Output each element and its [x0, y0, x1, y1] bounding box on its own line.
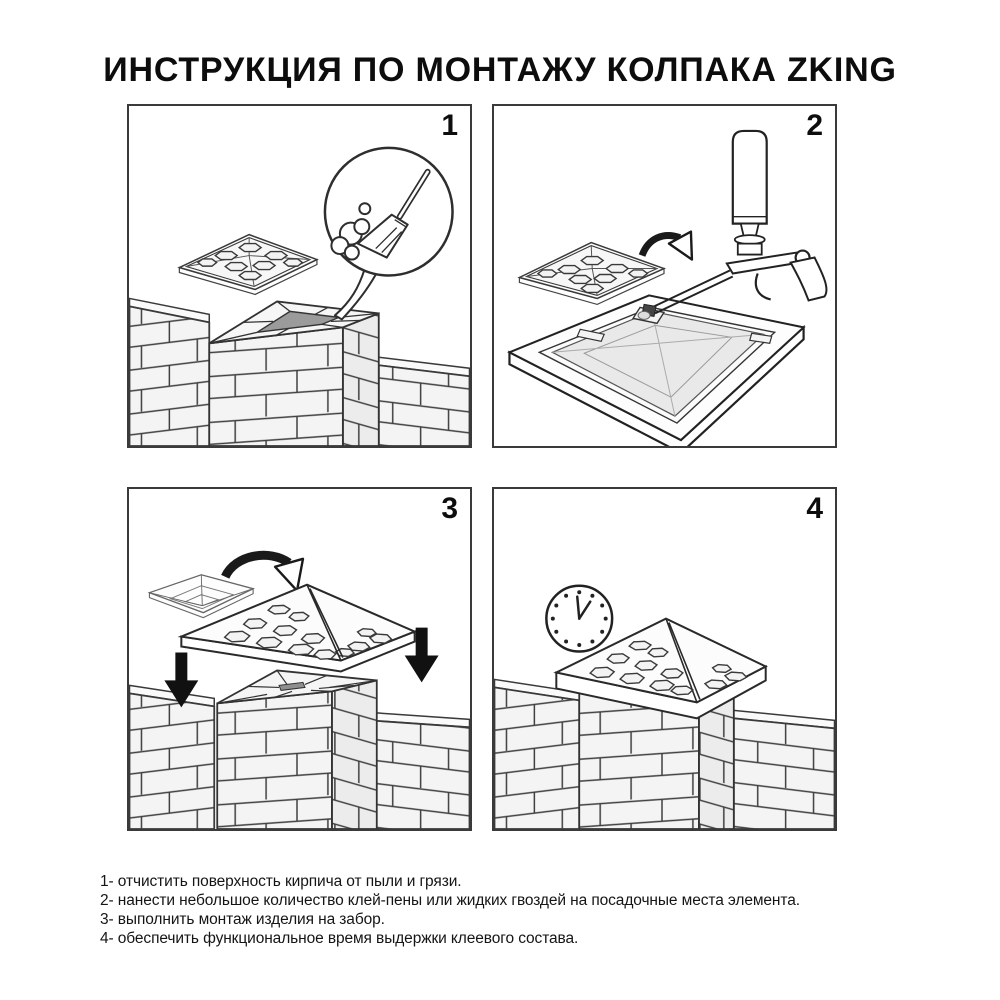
brick-pillar [217, 670, 377, 829]
instruction-list [100, 872, 960, 948]
instruction-line-1: 1- отчистить поверхность кирпича от пыли и грязи. [100, 873, 462, 890]
step3-illustration [129, 489, 470, 829]
gun-body [727, 253, 800, 274]
instruction-line-3: 3- выполнить монтаж изделия на забор. [100, 911, 385, 928]
step2-illustration [494, 106, 835, 446]
brick-wall-left [130, 685, 215, 829]
flip-arrow-icon [642, 232, 692, 260]
brick-wall-left [130, 298, 210, 446]
brick-pillar [209, 301, 379, 446]
chimney-cap-top-view [179, 235, 317, 295]
step-panel-1 [127, 104, 472, 448]
step-number: 4 [806, 492, 823, 525]
step1-illustration [129, 106, 470, 446]
step-number: 1 [441, 109, 458, 142]
step-panel-3 [127, 487, 472, 831]
step-number: 3 [441, 492, 458, 525]
magnifier-bubble [325, 148, 453, 319]
instruction-line-2: 2- нанести небольшое количество клей-пены или жидких гвоздей на посадочные места элемента. [100, 892, 800, 909]
clock-icon [546, 586, 612, 652]
step-number: 2 [806, 109, 823, 142]
gun-grip [791, 258, 827, 301]
step-panel-2 [492, 104, 837, 448]
brick-wall-right [734, 710, 835, 829]
brick-wall-right [369, 712, 470, 829]
step-panel-4 [492, 487, 837, 831]
cap-inverted-tray [509, 295, 803, 446]
cap-inverted-small [149, 575, 253, 618]
foam-dab [638, 311, 650, 319]
page-title: ИНСТРУКЦИЯ ПО МОНТАЖУ КОЛПАКА ZKING [103, 50, 897, 89]
foam-gun-icon [638, 131, 826, 319]
brick-wall-right [379, 357, 470, 446]
gun-trigger [756, 274, 771, 300]
step4-illustration [494, 489, 835, 829]
brick-wall-left [495, 679, 580, 829]
instruction-line-4: 4- обеспечить функциональное время выдержки клеевого состава. [100, 930, 579, 947]
foam-canister [733, 131, 767, 224]
